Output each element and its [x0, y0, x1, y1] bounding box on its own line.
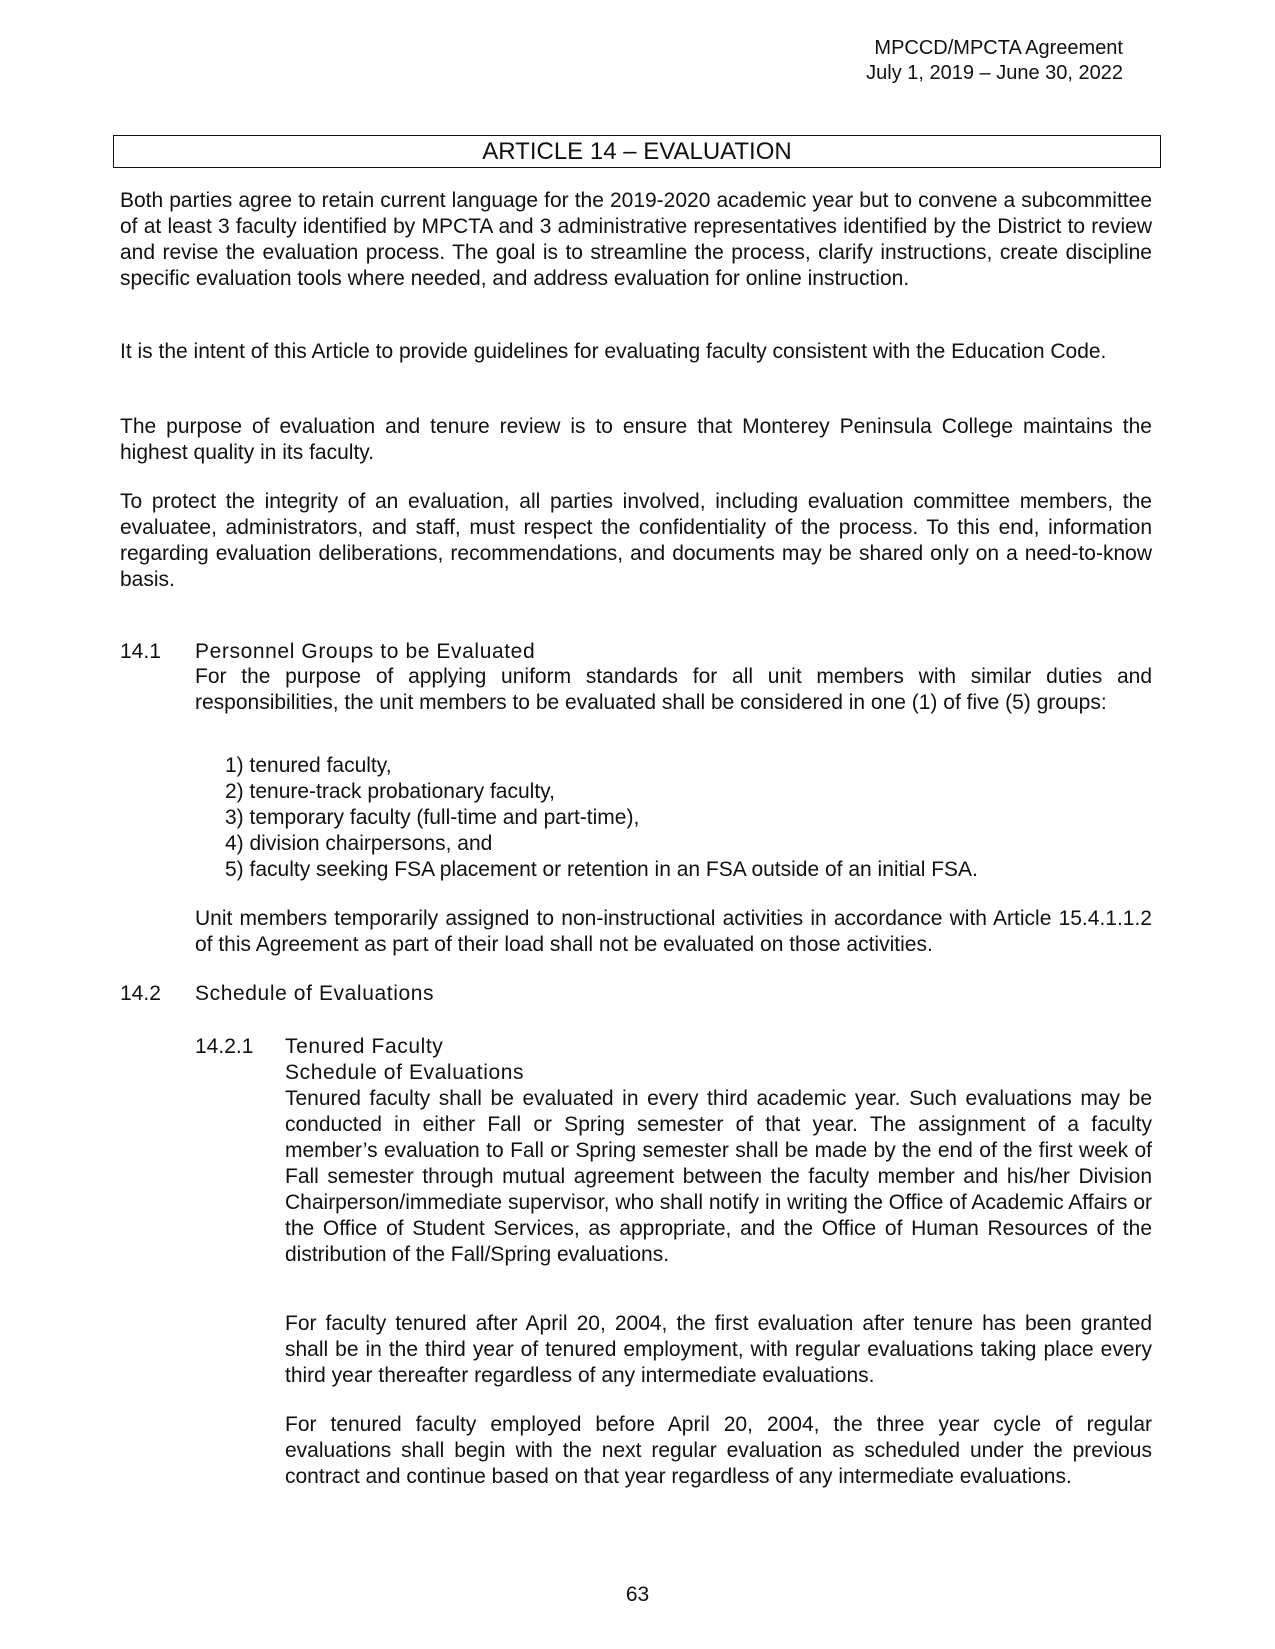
intro-paragraph-1: Both parties agree to retain current language for the 2019-2020 academic year but to convene a subcommittee of at least 3 faculty identified by MPCTA and 3 administrative representatives identified by the District to review and revise the evaluation process. The goal is to streamline the process, clarify instructions, create discipline specific evaluation tools where needed, and address evaluation for online instruction.	[120, 189, 1152, 290]
list-item: 5) faculty seeking FSA placement or retention in an FSA outside of an initial FSA.	[225, 858, 978, 881]
list-item: 4) division chairpersons, and	[225, 832, 493, 855]
section-14-1-title: Personnel Groups to be Evaluated	[195, 640, 536, 663]
list-item: 3) temporary faculty (full-time and part-time),	[225, 806, 640, 829]
section-14-1-note: Unit members temporarily assigned to non-instructional activities in accordance with Article 15.4.1.1.2 of this Agreement as part of their load shall not be evaluated on those activities.	[195, 907, 1152, 956]
page-number: 63	[625, 1583, 650, 1606]
section-14-2-number: 14.2	[120, 982, 161, 1005]
document-header	[866, 36, 1123, 86]
header-date-range: July 1, 2019 – June 30, 2022	[866, 62, 1123, 84]
intro-paragraph-2: It is the intent of this Article to provide guidelines for evaluating faculty consistent with the Education Code.	[120, 340, 1107, 363]
header-agreement-name: MPCCD/MPCTA Agreement	[874, 37, 1123, 59]
section-14-2-1-title: Tenured Faculty	[285, 1035, 444, 1058]
article-title: ARTICLE 14 – EVALUATION	[113, 135, 1161, 168]
evaluation-groups-list	[225, 753, 978, 883]
section-14-2-1-subtitle: Schedule of Evaluations	[285, 1061, 525, 1084]
list-item: 1) tenured faculty,	[225, 754, 392, 777]
intro-paragraph-4: To protect the integrity of an evaluation, all parties involved, including evaluation committee members, the evaluatee, administrators, and staff, must respect the confidentiality of the process. To this end, information regarding evaluation deliberations, recommendations, and documents may be shared only on a need-to-know basis.	[120, 490, 1152, 591]
section-14-2-1-number: 14.2.1	[195, 1035, 254, 1058]
section-14-2-1-paragraph-1: Tenured faculty shall be evaluated in every third academic year. Such evaluations may be conducted in either Fall or Spring semester of that year. The assignment of a faculty member’s evaluation to Fall or Spring semester shall be made by the end of the first week of Fall semester through mutual agreement between the faculty member and his/her Division Chairperson/immediate supervisor, who shall notify in writing the Office of Academic Affairs or the Office of Student Services, as appropriate, and the Office of Human Resources of the distribution of the Fall/Spring evaluations.	[285, 1087, 1152, 1266]
section-14-1-body: For the purpose of applying uniform standards for all unit members with similar duties and responsibilities, the unit members to be evaluated shall be considered in one (1) of five (5) groups:	[195, 665, 1152, 714]
section-14-2-1-paragraph-3: For tenured faculty employed before April 20, 2004, the three year cycle of regular evaluations shall begin with the next regular evaluation as scheduled under the previous contract and continue based on that year regardless of any intermediate evaluations.	[285, 1413, 1152, 1488]
section-14-2-1-paragraph-2: For faculty tenured after April 20, 2004, the first evaluation after tenure has been granted shall be in the third year of tenured employment, with regular evaluations taking place every third year thereafter regardless of any intermediate evaluations.	[285, 1312, 1152, 1387]
section-14-1-number: 14.1	[120, 640, 161, 663]
section-14-2-title: Schedule of Evaluations	[195, 982, 435, 1005]
list-item: 2) tenure-track probationary faculty,	[225, 780, 555, 803]
intro-paragraph-3: The purpose of evaluation and tenure review is to ensure that Monterey Peninsula College maintains the highest quality in its faculty.	[120, 415, 1152, 464]
